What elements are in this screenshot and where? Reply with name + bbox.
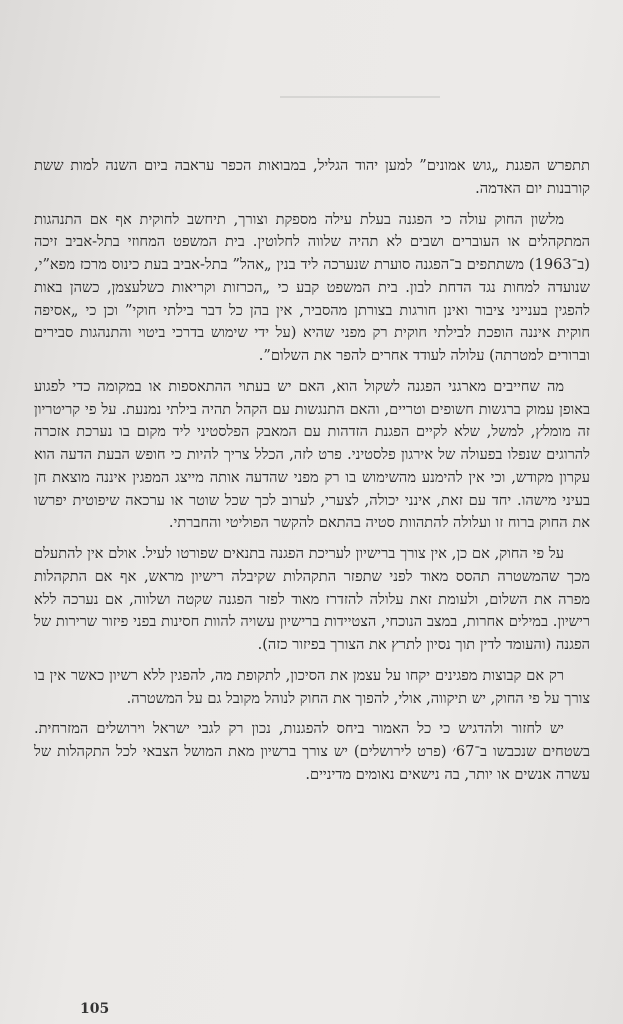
paragraph-1: תתפרש הפגנת „גוש אמונים” למען יהוד הגליל, במבואות הכפר עראבה ביום השנה למות ששת קורבנות יום האדמה. — [34, 157, 590, 197]
bleed-through-header — [280, 96, 440, 108]
paragraph-6: יש לחזור ולהדגיש כי כל האמור ביחס להפגנות, נכון רק לגבי ישראל וירושלים המזרחית. בשטחים שנכבשו ב־67׳ (פרט לירושלים) יש צורך ברשיון מאת המושל הצבאי לכל התקהלות של עשרה אנשים או יותר, בה נישאים נאומים מדיניים. — [34, 720, 590, 783]
body-text — [34, 155, 590, 795]
paragraph-4: על פי החוק, אם כן, אין צורך ברישיון לעריכת הפגנה בתנאים שפורטו לעיל. אולם אין להתעלם מכך שהמשטרה תהסס מאוד לפני שתפזר התקהלות שקיבלה רישיון מראש, אף אם התקהלות מפרה את השלום, ולעומת זאת עלולה להזדרז מאוד לפזר הפגנה שקטה ושלווה, אם נערכה ללא רישיון. במילים אחרות, במצב הנוכחי, הצטיידות ברישיון עשויה להוות חסינות בפני פיזור שרירות של הפגנה (והעומד לדין תוך נסיון לתרץ את הצורך בפיזור כזה). — [34, 545, 590, 653]
paragraph-2: מלשון החוק עולה כי הפגנה בעלת עילה מספקת וצורך, תיחשב לחוקית אף אם התנהגות המתקהלים או העוברים ושבים לא תהיה שלווה לחלוטין. בית המשפט המחוזי בתל-אביב זיכה (ב־1963) משתתפים ב־הפגנה סוערת שנערכה ליד בנין „אהל” בתל-אביב בעת כינוס מרכז מפא”י, שנועדה למחות נגד הדחת לבון. בית המשפט קבע כי „הכרזות וקריאות כשלעצמן, כשהן באות להפגין בענייני ציבור ואינן חורגות בצורתן מהסביר, אין בהן כל דבר בילתי חוקי” וכן כי „אסיפה חוקית איננה הופכת לבילתי חוקית רק מפני שהיא (על ידי שימוש בדרכי ביטוי והתנהגות סבירים וברורים למטרתה) עלולה לעודד אחרים להפר את השלום”. — [34, 210, 590, 364]
paragraph-3: מה שחייבים מארגני הפגנה לשקול הוא, האם יש בעתוי ההתאספות או במקומה כדי לפגוע באופן עמוק ברגשות חשופים וטריים, והאם התנגשות עם הקהל תהיה בילתי נמנעת. על פי קריטריון זה מומלץ, למשל, שלא לקיים הפגנת הזדהות עם המאבק הפלסטיני ליד מקום בו נערכת אזכרה להרוגים שנפלו בפעולה של אירגון פלסטיני. פרט לזה, הכלל צריך להיות כי חופש הבעת הדעה הוא עקרון מקודש, וכי אין להימנע מהשימוש בו רק מפני שהדעה אותה מייצג המפגין איננה מוצאת חן בעיני מישהו. יחד עם זאת, אינני יכולה, לצערי, לערוב לכך שכל שוטר או ערכאה שיפוטית יפרשו את החוק ברוח זו ועלולה להתהוות סטיה בהתאם להקשר הפוליטי והחברתי. — [34, 377, 590, 532]
paragraph-5: רק אם קבוצות מפגינים יקחו על עצמן את הסיכון, לתקופת מה, להפגין ללא רשיון כאשר אין בו צורך על פי החוק, יש תיקווה, אולי, להפוך את החוק לנוהל מקובל גם על המשטרה. — [34, 666, 590, 707]
page-number: 105 — [80, 1001, 110, 1017]
